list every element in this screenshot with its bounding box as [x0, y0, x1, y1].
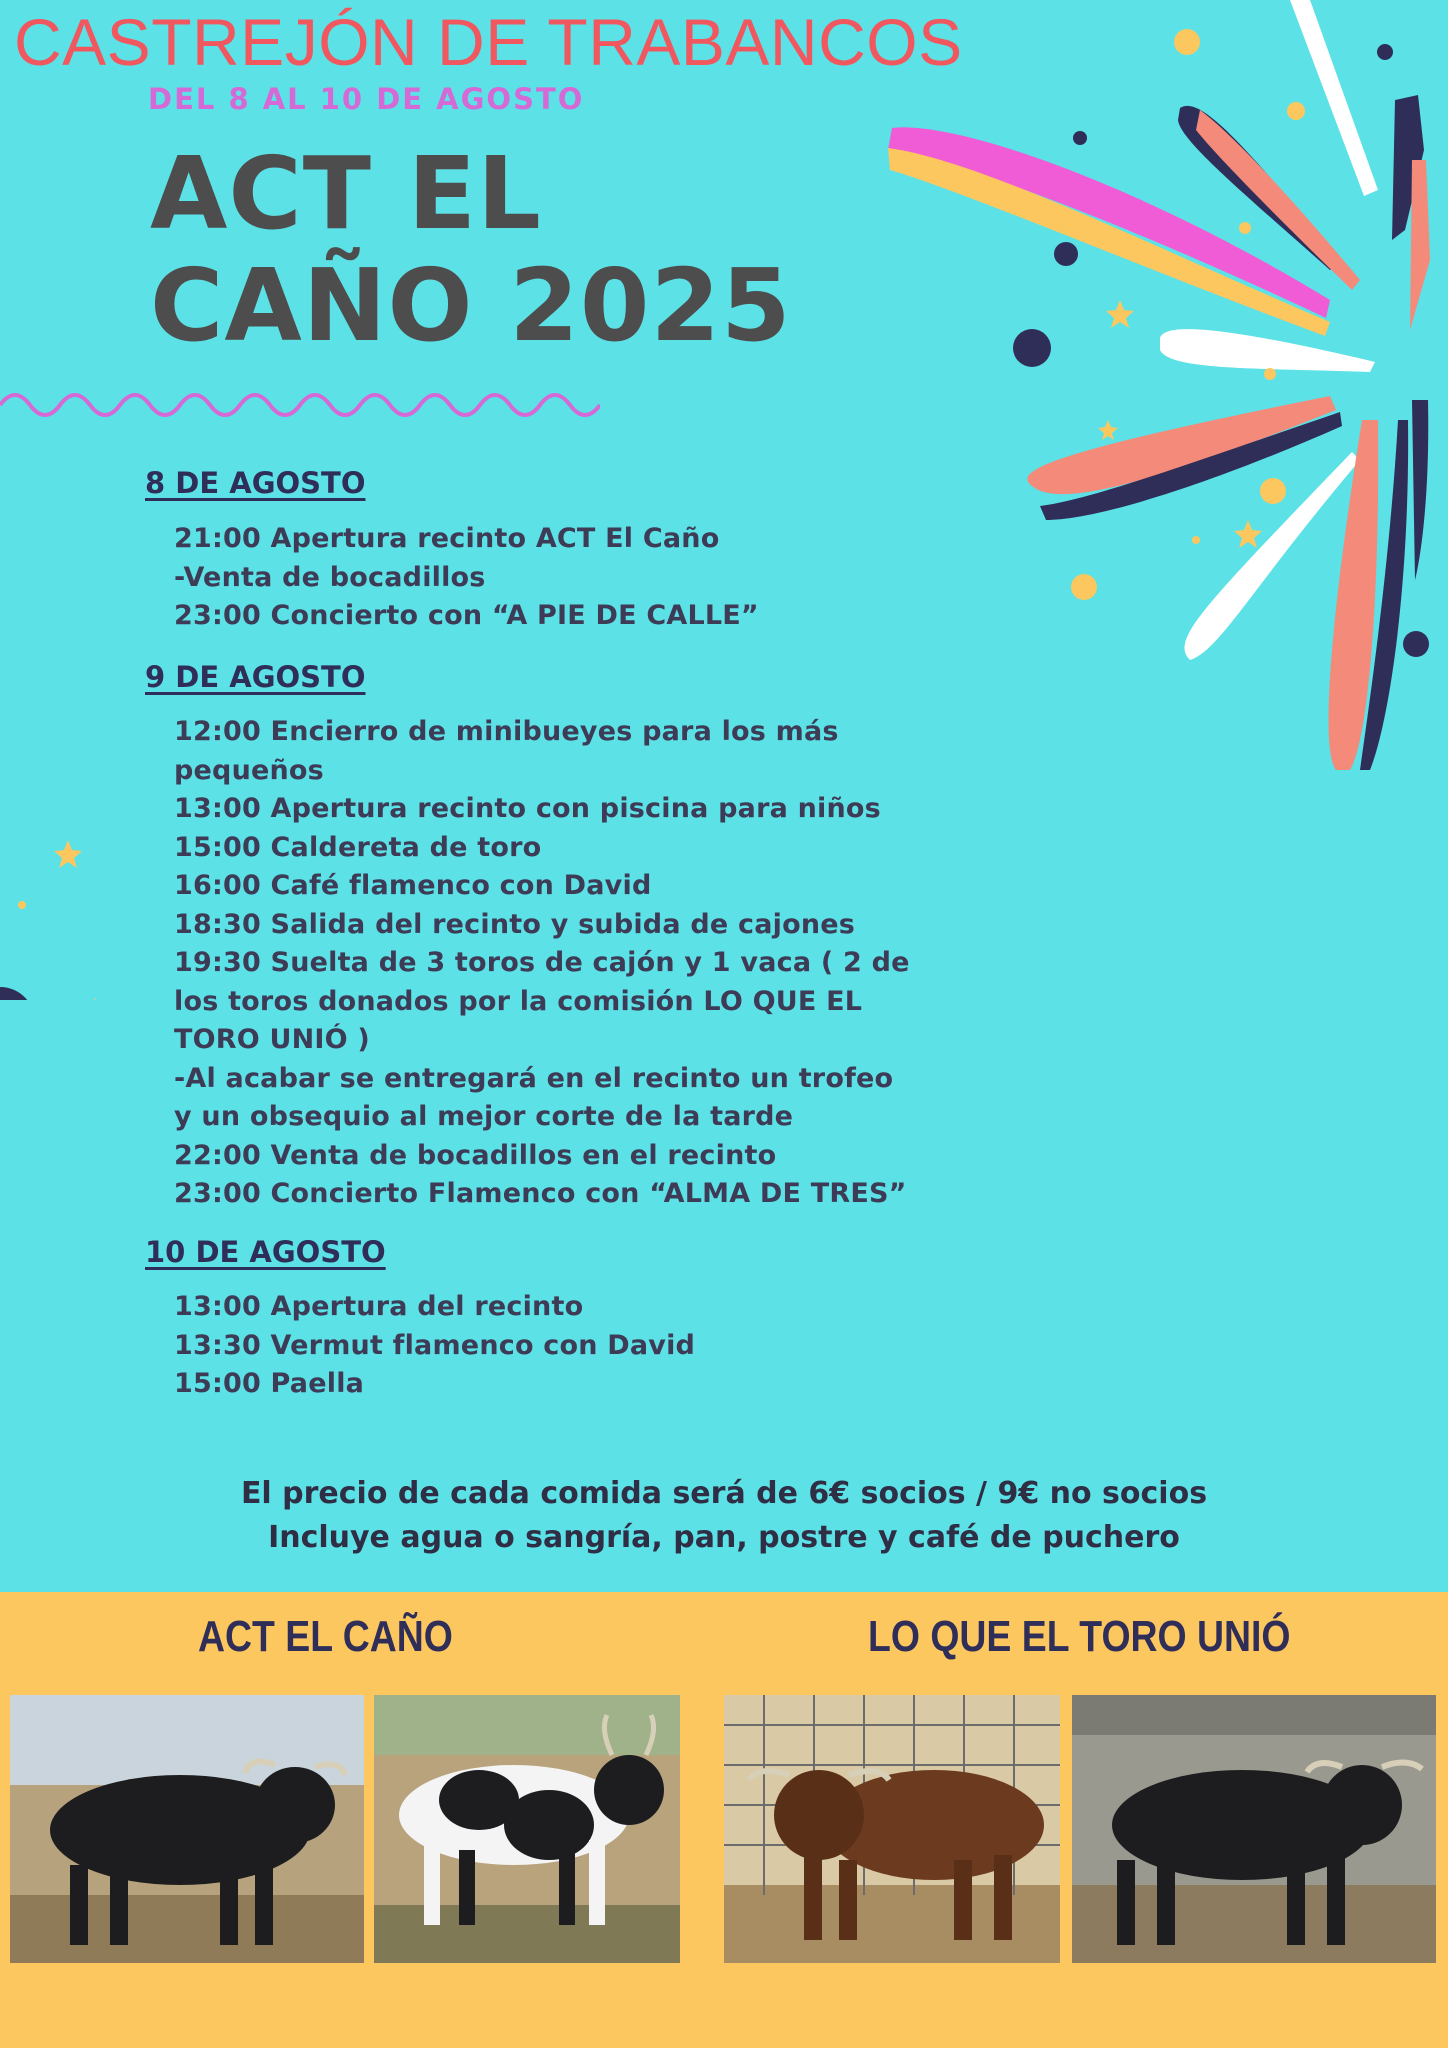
event-line: 15:00 Caldereta de toro: [174, 831, 542, 863]
event-dates: DEL 8 AL 10 DE AGOSTO: [148, 82, 585, 116]
day-events-10: [174, 1288, 695, 1404]
event-line: 13:00 Apertura recinto con piscina para niños: [174, 793, 881, 824]
event-line: 23:00 Concierto con “A PIE DE CALLE”: [174, 600, 759, 631]
price-includes: Incluye agua o sangría, pan, postre y café de puchero: [268, 1520, 1180, 1555]
wavy-line-decoration: [0, 380, 600, 430]
event-line: 16:00 Café flamenco con David: [174, 870, 652, 901]
event-line: los toros donados por la comisión LO QUE EL: [174, 985, 863, 1017]
event-line: 23:00 Concierto Flamenco con “ALMA DE TRES”: [174, 1178, 907, 1209]
bull-photo: [1072, 1695, 1436, 1963]
day-heading-8: 8 DE AGOSTO: [145, 466, 366, 500]
event-title-line2: CAÑO 2025: [150, 247, 792, 364]
section-title-act-el-cano: ACT EL CAÑO: [198, 1612, 453, 1661]
bull-photo: [10, 1695, 364, 1963]
day-heading-10: 10 DE AGOSTO: [145, 1235, 386, 1269]
day-heading-9: 9 DE AGOSTO: [145, 660, 366, 694]
price-info: [0, 1472, 1448, 1560]
day-events-8: [174, 520, 759, 636]
event-line: -Venta de bocadillos: [174, 561, 486, 593]
event-line: 13:00 Apertura del recinto: [174, 1291, 584, 1322]
event-line: 12:00 Encierro de minibueyes para los más: [174, 716, 839, 747]
event-line: 15:00 Paella: [174, 1368, 365, 1399]
bull-photo: [374, 1695, 680, 1963]
price-line: El precio de cada comida será de 6€ socios / 9€ no socios: [240, 1476, 1208, 1511]
event-title: [150, 135, 792, 364]
event-line: y un obsequio al mejor corte de la tarde: [174, 1101, 794, 1132]
event-line: 19:30 Suelta de 3 toros de cajón y 1 vaca ( 2 de: [174, 947, 910, 978]
event-line: 21:00 Apertura recinto ACT El Caño: [174, 523, 720, 554]
event-line: -Al acabar se entregará en el recinto un trofeo: [174, 1062, 894, 1094]
section-title-lo-que-el-toro-unio: LO QUE EL TORO UNIÓ: [868, 1612, 1291, 1661]
event-line: 13:30 Vermut flamenco con David: [174, 1329, 696, 1361]
bull-photo: [724, 1695, 1060, 1963]
town-name: CASTREJÓN DE TRABANCOS: [14, 5, 963, 79]
day-events-9: [174, 713, 910, 1214]
event-line: TORO UNIÓ ): [174, 1024, 370, 1055]
event-line: 18:30 Salida del recinto y subida de cajones: [174, 908, 856, 940]
event-title-line1: ACT EL: [150, 135, 542, 252]
event-line: pequeños: [174, 754, 324, 786]
event-line: 22:00 Venta de bocadillos en el recinto: [174, 1139, 777, 1171]
